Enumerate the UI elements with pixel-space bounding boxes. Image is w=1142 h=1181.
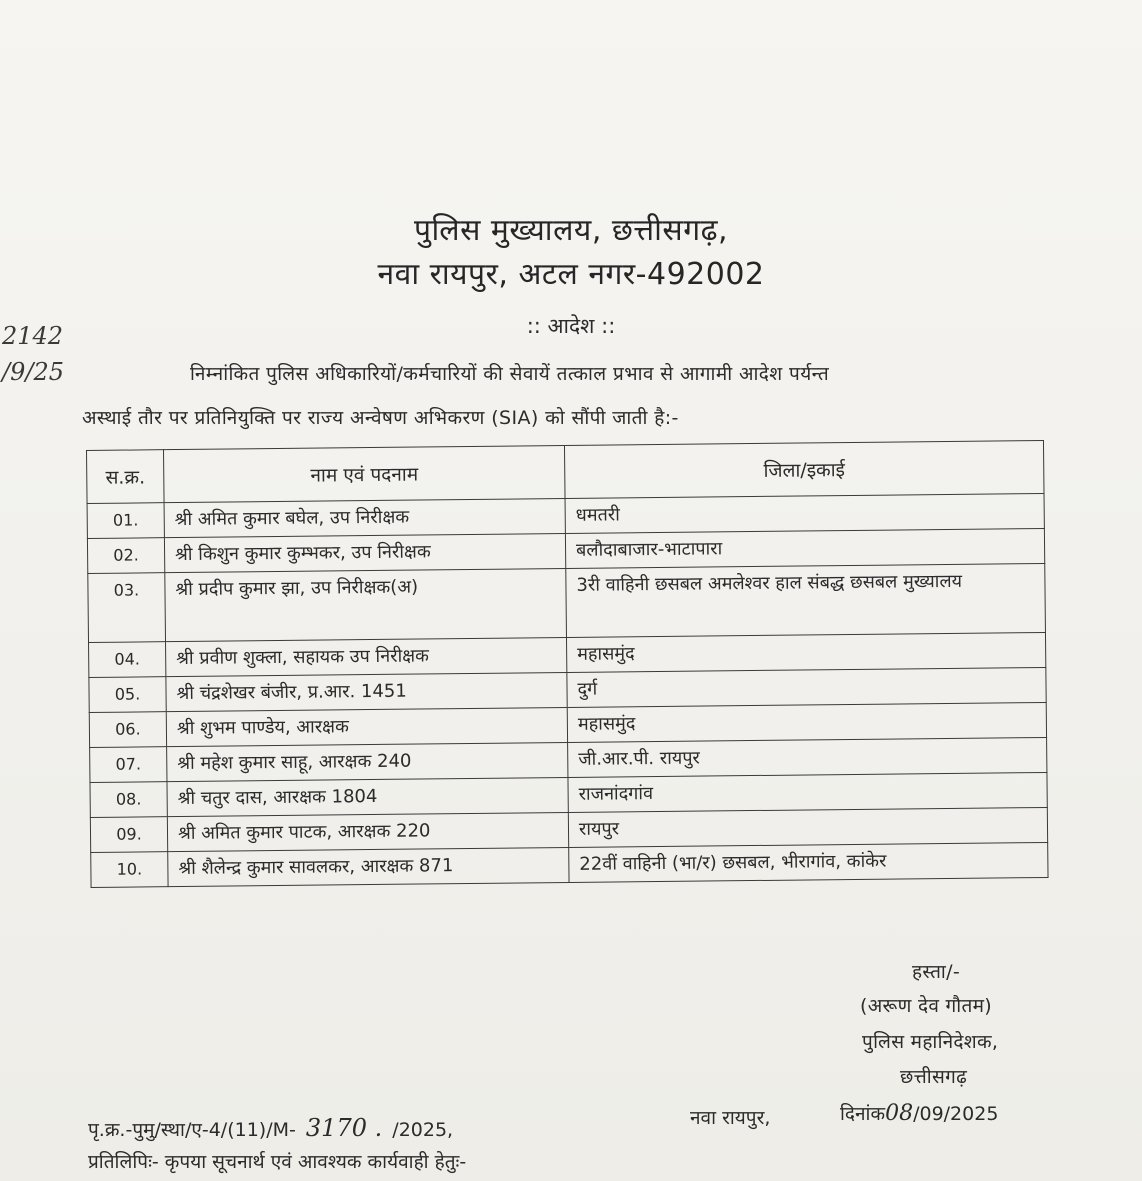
order-title: :: आदेश :: (526, 314, 616, 338)
signatory-designation: पुलिस महानिदेशक, (862, 1031, 999, 1053)
inward-date: /9/25 (2, 358, 64, 386)
row-name: श्री चंद्रशेखर बंजीर, प्र.आर. 1451 (166, 672, 567, 711)
row-name: श्री प्रवीण शुक्ला, सहायक उप निरीक्षक (166, 637, 567, 676)
row-serial: 04. (89, 642, 166, 678)
reference-handwritten-number: 3170 . (305, 1114, 383, 1142)
header-serial: स.क्र. (87, 450, 165, 504)
row-serial: 01. (87, 503, 164, 539)
reference-number (88, 1114, 453, 1142)
row-unit: महासमुंद (566, 632, 1045, 672)
row-unit: 22वीं वाहिनी (भा/र) छसबल, भीरागांव, कांकेर (569, 842, 1048, 882)
row-unit: महासमुंद (567, 702, 1046, 742)
row-serial: 05. (89, 677, 166, 713)
row-serial: 09. (90, 817, 167, 853)
row-serial: 10. (91, 852, 168, 888)
date-day-handwritten: 08 (885, 1101, 914, 1126)
row-unit: रायपुर (568, 807, 1047, 847)
row-unit: दुर्ग (567, 667, 1046, 707)
row-unit: बलौदाबाजार-भाटापारा (565, 528, 1044, 568)
row-serial: 03. (88, 573, 166, 643)
row-name: श्री शैलेन्द्र कुमार सावलकर, आरक्षक 871 (168, 847, 569, 886)
row-unit: धमतरी (565, 493, 1044, 533)
inward-number: 2142 (2, 322, 64, 350)
row-serial: 07. (90, 747, 167, 783)
row-name: श्री किशुन कुमार कुम्भकर, उप निरीक्षक (164, 533, 565, 572)
signed-mark: हस्ता/- (912, 961, 960, 983)
row-name: श्री शुभम पाण्डेय, आरक्षक (166, 707, 567, 746)
issue-date (840, 1100, 998, 1126)
reference-prefix: पृ.क्र.-पुमु/स्था/ए-4/(11)/M- (88, 1119, 296, 1141)
header-line-2: नवा रायपुर, अटल नगर-492002 (377, 257, 765, 292)
row-name: श्री अमित कुमार पाटक, आरक्षक 220 (167, 812, 568, 851)
row-name: श्री महेश कुमार साहू, आरक्षक 240 (167, 742, 568, 781)
copy-to-line: प्रतिलिपिः- कृपया सूचनार्थ एवं आवश्यक कार्यवाही हेतुः- (88, 1151, 467, 1173)
intro-line-1: निम्नांकित पुलिस अधिकारियों/कर्मचारियों की सेवायें तत्काल प्रभाव से आगामी आदेश पर्यन्त (190, 363, 830, 385)
row-name: श्री प्रदीप कुमार झा, उप निरीक्षक(अ) (165, 568, 567, 641)
date-label: दिनांक (840, 1103, 886, 1125)
row-unit: राजनांदगांव (568, 772, 1047, 812)
row-unit: जी.आर.पी. रायपुर (568, 737, 1047, 777)
table-row (88, 563, 1046, 642)
row-unit: 3री वाहिनी छसबल अमलेश्वर हाल संबद्ध छसबल मुख्यालय (566, 563, 1046, 637)
header-name: नाम एवं पदनाम (164, 445, 566, 502)
row-name: श्री चतुर दास, आरक्षक 1804 (167, 777, 568, 816)
issue-place: नवा रायपुर, (690, 1107, 771, 1129)
signatory-state: छत्तीसगढ़ (900, 1066, 968, 1088)
row-name: श्री अमित कुमार बघेल, उप निरीक्षक (164, 498, 565, 537)
signatory-name: (अरूण देव गौतम) (860, 995, 992, 1017)
deputation-table (86, 440, 1049, 888)
date-month-year: /09/2025 (913, 1103, 999, 1125)
row-serial: 08. (90, 782, 167, 818)
reference-year: /2025, (392, 1119, 454, 1141)
header-unit: जिला/इकाई (564, 440, 1044, 498)
intro-line-2: अस्थाई तौर पर प्रतिनियुक्ति पर राज्य अन्वेषण अभिकरण (SIA) को सौंपी जाती है:- (82, 407, 679, 429)
row-serial: 06. (89, 712, 166, 748)
header-line-1: पुलिस मुख्यालय, छत्तीसगढ़, (413, 213, 729, 248)
row-serial: 02. (87, 538, 164, 574)
